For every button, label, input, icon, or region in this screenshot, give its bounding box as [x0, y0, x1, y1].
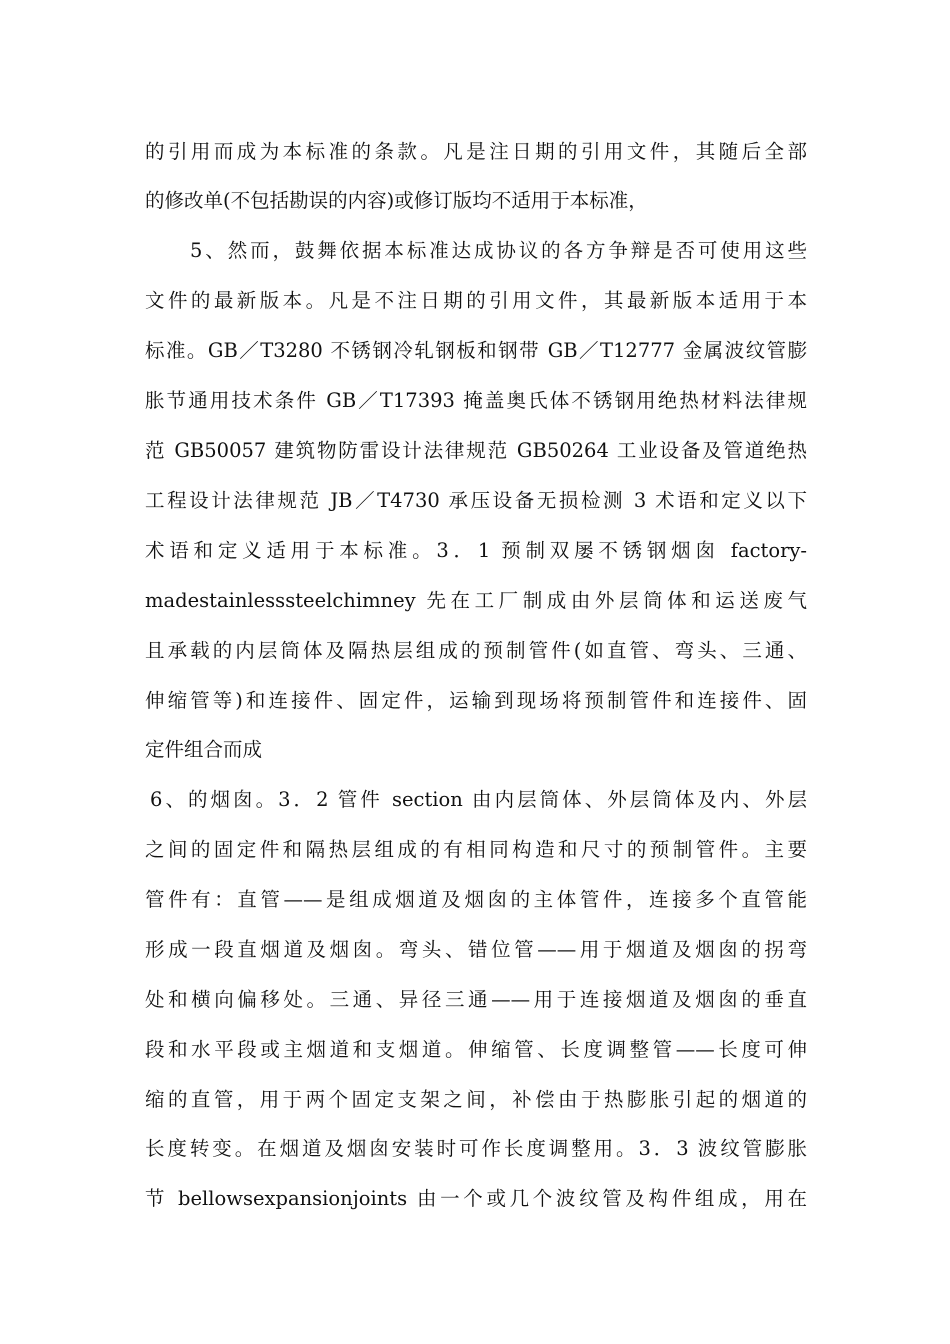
text-line-20: 缩的直管，用于两个固定支架之间，补偿由于热膨胀引起的烟道的	[145, 1088, 807, 1111]
text-line-5: 标准。GB／T3280 不锈钢冷轧钢板和钢带 GB／T12777 金属波纹管膨	[145, 339, 807, 362]
text-line-18: 处和横向偏移处。三通、异径三通——用于连接烟道及烟囱的垂直	[145, 988, 807, 1011]
text-line-1: 的引用而成为本标准的条款。凡是注日期的引用文件，其随后全部	[145, 140, 807, 163]
text-line-9: 术语和定义适用于本标准。3．1 预制双屡不锈钢烟囱 factory-	[145, 539, 807, 562]
text-line-19: 段和水平段或主烟道和支烟道。伸缩管、长度调整管——长度可伸	[145, 1038, 807, 1061]
text-line-16: 管件有：直管——是组成烟道及烟囱的主体管件，连接多个直管能	[145, 888, 807, 911]
text-line-10: madestainlesssteelchimney 先在工厂制成由外层筒体和运送废气	[145, 589, 807, 612]
text-line-14: 6、的烟囱。3．2 管件 section 由内层筒体、外层筒体及内、外层	[150, 788, 807, 811]
text-line-3: 5、然而，鼓舞依据本标准达成协议的各方争辩是否可使用这些	[190, 239, 807, 262]
text-line-21: 长度转变。在烟道及烟囱安装时可作长度调整用。3．3 波纹管膨胀	[145, 1137, 807, 1160]
text-line-4: 文件的最新版本。凡是不注日期的引用文件，其最新版本适用于本	[145, 289, 807, 312]
text-line-11: 且承载的内层筒体及隔热层组成的预制管件(如直管、弯头、三通、	[145, 639, 807, 662]
text-line-13: 定件组合而成	[145, 738, 263, 761]
text-line-8: 工程设计法律规范 JB／T4730 承压设备无损检测 3 术语和定义以下	[145, 489, 807, 512]
text-line-15: 之间的固定件和隔热层组成的有相同构造和尺寸的预制管件。主要	[145, 838, 807, 861]
text-line-17: 形成一段直烟道及烟囱。弯头、错位管——用于烟道及烟囱的拐弯	[145, 938, 807, 961]
text-line-6: 胀节通用技术条件 GB／T17393 掩盖奥氏体不锈钢用绝热材料法律规	[145, 389, 807, 412]
text-line-7: 范 GB50057 建筑物防雷设计法律规范 GB50264 工业设备及管道绝热	[145, 439, 807, 462]
text-line-22: 节 bellowsexpansionjoints 由一个或几个波纹管及构件组成，用在	[145, 1187, 807, 1210]
text-line-12: 伸缩管等)和连接件、固定件，运输到现场将预制管件和连接件、固	[145, 689, 807, 712]
text-line-2: 的修改单(不包括勘误的内容)或修订版均不适用于本标准，	[145, 189, 648, 212]
